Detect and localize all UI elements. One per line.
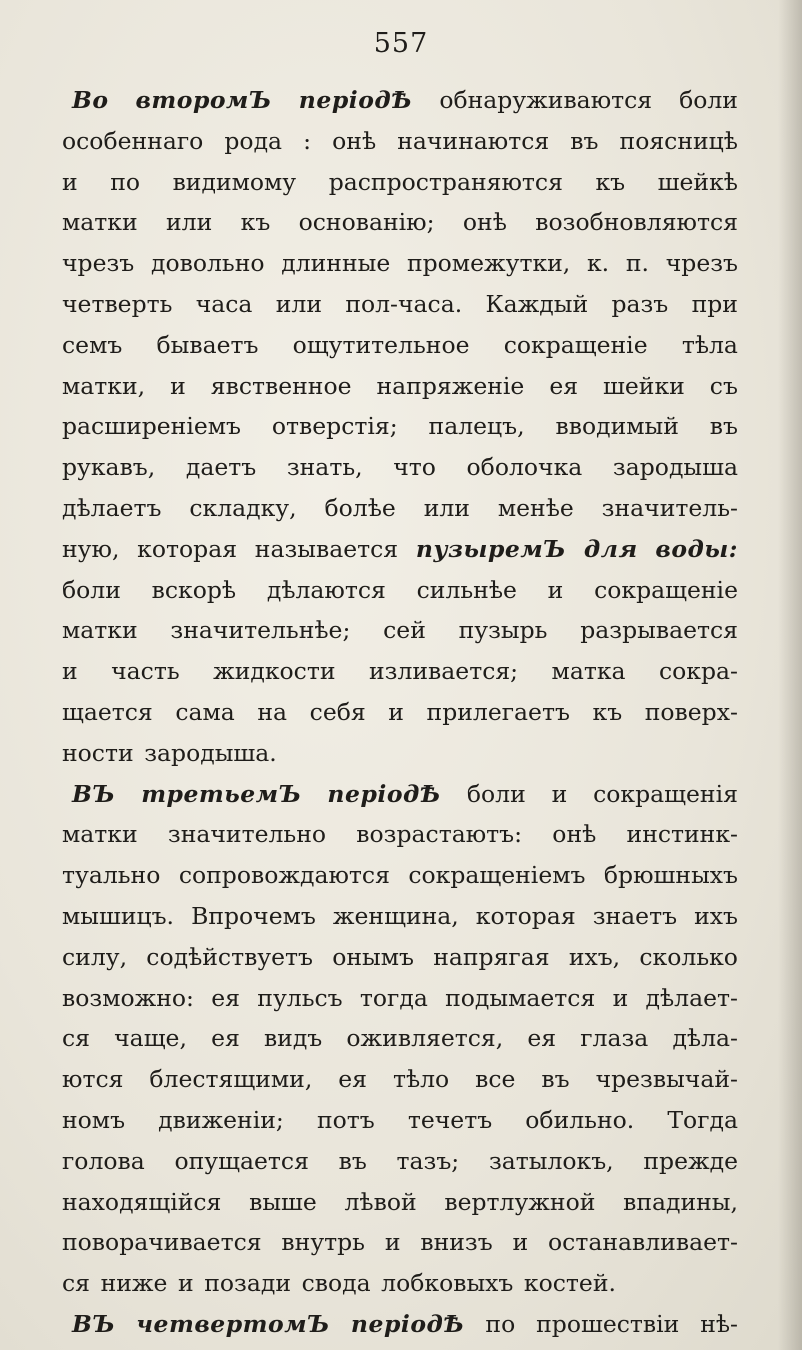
text-line <box>62 284 738 325</box>
word: тѣло <box>392 1065 450 1094</box>
word: промежутки, <box>406 249 571 278</box>
word: свода <box>301 1269 371 1298</box>
word: матка <box>551 657 626 686</box>
word: чрезвычай- <box>595 1065 738 1094</box>
word: чрезъ <box>665 249 738 278</box>
word: прежде <box>643 1146 738 1175</box>
word: онымъ <box>332 942 414 971</box>
word: возможно: <box>62 983 194 1012</box>
word: складку, <box>189 493 297 522</box>
word: прошествіи <box>536 1309 680 1338</box>
word: внизъ <box>420 1228 493 1257</box>
word: вскорѣ <box>151 575 237 604</box>
word: тазъ; <box>396 1146 460 1175</box>
text-line <box>62 774 738 815</box>
word: возобновляются <box>535 208 738 237</box>
word: явственное <box>210 371 352 400</box>
word: матки <box>62 820 138 849</box>
italic-word: періодѢ <box>350 1309 465 1338</box>
word: въ <box>338 1146 367 1175</box>
word: ную, <box>62 534 120 563</box>
italic-word: для <box>583 534 638 563</box>
word: течетъ <box>407 1105 493 1134</box>
word: длинные <box>281 249 391 278</box>
word: боли <box>466 779 526 808</box>
word: обнаруживаются <box>439 86 653 114</box>
word: къ <box>592 697 623 726</box>
word: внутрь <box>281 1228 365 1257</box>
word: ниже <box>100 1269 168 1298</box>
word: пузырь <box>458 616 548 645</box>
text-line <box>62 1304 738 1345</box>
word: и <box>62 657 78 686</box>
word: потъ <box>316 1105 375 1134</box>
word: съ <box>709 371 738 400</box>
text-line <box>62 1100 738 1141</box>
word: называется <box>254 534 399 563</box>
word: шейки <box>603 371 685 400</box>
italic-word: пузыремЪ <box>415 534 567 563</box>
word: Каждый <box>485 289 589 318</box>
word: сей <box>383 616 426 645</box>
word: блестящими, <box>149 1065 313 1094</box>
word: движеніи; <box>158 1105 284 1134</box>
word: дѣлаетъ <box>62 493 162 522</box>
text-line <box>62 406 738 447</box>
text-line <box>62 855 738 896</box>
word: костей. <box>523 1269 616 1298</box>
word: щается <box>62 697 153 726</box>
word: впадины, <box>623 1187 738 1216</box>
word: и <box>547 575 564 604</box>
text-line <box>62 896 738 937</box>
italic-word: четвертомЪ <box>136 1309 331 1338</box>
word: вводимый <box>555 412 679 441</box>
italic-word: періодѢ <box>327 779 442 808</box>
text-line <box>62 488 738 529</box>
italic-word: воды: <box>655 534 738 563</box>
word: сокращеніе <box>503 330 648 359</box>
word: онѣ <box>462 208 507 237</box>
text-line <box>62 80 738 121</box>
word: зародыша. <box>144 738 277 767</box>
word: лобковыхъ <box>381 1269 514 1298</box>
word: инстинк- <box>626 820 738 849</box>
word: менѣе <box>497 493 574 522</box>
text-line <box>62 1018 738 1059</box>
word: ся <box>62 1024 90 1053</box>
word: ея <box>211 1024 240 1053</box>
word: ности <box>62 738 134 767</box>
word: рукавъ, <box>62 453 156 482</box>
word: и <box>384 1228 401 1257</box>
word: обильно. <box>525 1105 635 1134</box>
word: к. <box>586 249 610 278</box>
word: семъ <box>62 330 123 359</box>
word: лѣвой <box>344 1187 417 1216</box>
word: поясницѣ <box>619 126 738 155</box>
word: четверть <box>62 289 173 318</box>
word: и <box>388 697 404 726</box>
word: на <box>257 697 288 726</box>
word: ея <box>549 371 579 400</box>
word: сколько <box>639 942 738 971</box>
word: значитель- <box>601 493 738 522</box>
word: палецъ, <box>428 412 525 441</box>
word: знать, <box>286 453 363 482</box>
word: или <box>166 208 213 237</box>
text-line <box>62 447 738 488</box>
word: сама <box>175 697 235 726</box>
word: ся <box>62 1269 90 1298</box>
word: бываетъ <box>156 330 259 359</box>
word: часа <box>195 289 253 318</box>
word: глаза <box>580 1024 649 1053</box>
word: сильнѣе <box>416 575 517 604</box>
word: ея <box>527 1024 557 1053</box>
word: болѣе <box>324 493 396 522</box>
word: къ <box>240 208 271 237</box>
word: часть <box>111 657 180 686</box>
text-line <box>62 570 738 611</box>
word: все <box>475 1065 516 1094</box>
word: позади <box>204 1269 291 1298</box>
word: напрягая <box>433 942 550 971</box>
word: сопровождаются <box>178 861 390 890</box>
word: видимому <box>172 167 297 196</box>
italic-word: ВЪ <box>72 1309 116 1338</box>
word: отверстія; <box>271 412 398 441</box>
word: силу, <box>62 942 128 971</box>
text-line <box>62 692 738 733</box>
text-line <box>62 162 738 203</box>
italic-word: второмЪ <box>135 86 272 114</box>
word: ихъ <box>694 901 738 930</box>
word: чрезъ <box>62 249 135 278</box>
word: сокра- <box>659 657 738 686</box>
word: даетъ <box>185 453 257 482</box>
word: рода <box>224 126 283 155</box>
text-line <box>62 651 738 692</box>
word: Впрочемъ <box>191 901 316 930</box>
word: выше <box>249 1187 317 1216</box>
word: боли <box>62 575 121 604</box>
word: къ <box>595 167 626 196</box>
word: и <box>170 371 186 400</box>
word: нѣ- <box>700 1309 738 1338</box>
word: и <box>512 1228 529 1257</box>
word: себя <box>309 697 366 726</box>
word: матки, <box>62 371 146 400</box>
text-line <box>62 937 738 978</box>
word: сокращеніемъ <box>408 861 586 890</box>
word: значительнѣе; <box>170 616 351 645</box>
word: туально <box>62 861 161 890</box>
italic-word: третьемЪ <box>141 779 302 808</box>
word: поверх- <box>644 697 738 726</box>
word: вертлужной <box>444 1187 596 1216</box>
word: матки <box>62 208 138 237</box>
word: содѣйствуетъ <box>146 942 313 971</box>
page-edge-shadow <box>778 0 802 1350</box>
word: или <box>423 493 470 522</box>
word: шейкѣ <box>657 167 738 196</box>
word: тѣла <box>681 330 738 359</box>
word: въ <box>709 412 738 441</box>
word: что <box>393 453 436 482</box>
word: тогда <box>359 983 428 1012</box>
text-line <box>62 529 738 570</box>
text-line <box>62 978 738 1019</box>
word: дѣла- <box>672 1024 738 1053</box>
word: возрастаютъ: <box>356 820 523 849</box>
word: знаетъ <box>592 901 678 930</box>
word: особеннаго <box>62 126 204 155</box>
word: при <box>691 289 738 318</box>
word: или <box>275 289 323 318</box>
word: матки <box>62 616 138 645</box>
word: и <box>177 1269 194 1298</box>
word: п. <box>625 249 650 278</box>
page-number: 557 <box>373 28 429 59</box>
word: видъ <box>263 1024 323 1053</box>
word: разъ <box>611 289 669 318</box>
text-line <box>62 1222 738 1263</box>
word: по <box>110 167 141 196</box>
text-line <box>62 610 738 651</box>
word: находящійся <box>62 1187 222 1216</box>
word: опущается <box>174 1146 309 1175</box>
word: Тогда <box>667 1105 738 1134</box>
word: и <box>62 167 78 196</box>
word: дѣлает- <box>645 983 738 1012</box>
word: распространяются <box>328 167 563 196</box>
word: ются <box>62 1065 124 1094</box>
word: пульсъ <box>257 983 343 1012</box>
word: въ <box>541 1065 570 1094</box>
text-line <box>62 814 738 855</box>
word: мышицъ. <box>62 901 175 930</box>
word: подымается <box>445 983 596 1012</box>
word: женщина, <box>332 901 459 930</box>
text-line <box>62 325 738 366</box>
text-line <box>62 1141 738 1182</box>
word: которая <box>137 534 238 563</box>
word: прилегаетъ <box>426 697 570 726</box>
word: оболочка <box>466 453 583 482</box>
word: останавливает- <box>548 1228 738 1257</box>
word: зародыша <box>612 453 738 482</box>
text-line <box>62 121 738 162</box>
text-line <box>62 366 738 407</box>
word: напряженіе <box>376 371 525 400</box>
word: дѣлаются <box>266 575 386 604</box>
text-line <box>62 243 738 284</box>
italic-word: періодѢ <box>298 86 413 114</box>
word: основанію; <box>298 208 435 237</box>
word: изливается; <box>368 657 519 686</box>
text-line <box>62 202 738 243</box>
word: брюшныхъ <box>603 861 738 890</box>
word: ея <box>211 983 240 1012</box>
word: ощутительное <box>292 330 470 359</box>
text-line <box>62 1059 738 1100</box>
word: ихъ, <box>568 942 621 971</box>
word: расширеніемъ <box>62 412 241 441</box>
word: онѣ <box>332 126 377 155</box>
word: затылокъ, <box>488 1146 614 1175</box>
text-line <box>62 733 738 774</box>
word: оживляется, <box>346 1024 504 1053</box>
italic-word: Во <box>72 86 109 114</box>
word: онѣ <box>552 820 597 849</box>
word: и <box>551 779 568 808</box>
word: и <box>612 983 629 1012</box>
word: довольно <box>150 249 265 278</box>
word: боли <box>679 86 738 114</box>
word: чаще, <box>114 1024 187 1053</box>
word: сокращенія <box>593 779 738 808</box>
word: по <box>485 1309 516 1338</box>
word: номъ <box>62 1105 126 1134</box>
text-line <box>62 1182 738 1223</box>
word: пол-часа. <box>345 289 463 318</box>
word: ея <box>338 1065 367 1094</box>
word: поворачивается <box>62 1228 262 1257</box>
body-text <box>62 80 738 1345</box>
word: : <box>303 126 312 155</box>
word: значительно <box>167 820 327 849</box>
word: голова <box>62 1146 145 1175</box>
word: разрывается <box>580 616 738 645</box>
text-line <box>62 1263 738 1304</box>
italic-word: ВЪ <box>72 779 116 808</box>
word: въ <box>570 126 599 155</box>
word: жидкости <box>213 657 336 686</box>
word: начинаются <box>397 126 550 155</box>
word: сокращеніе <box>594 575 738 604</box>
word: которая <box>475 901 576 930</box>
